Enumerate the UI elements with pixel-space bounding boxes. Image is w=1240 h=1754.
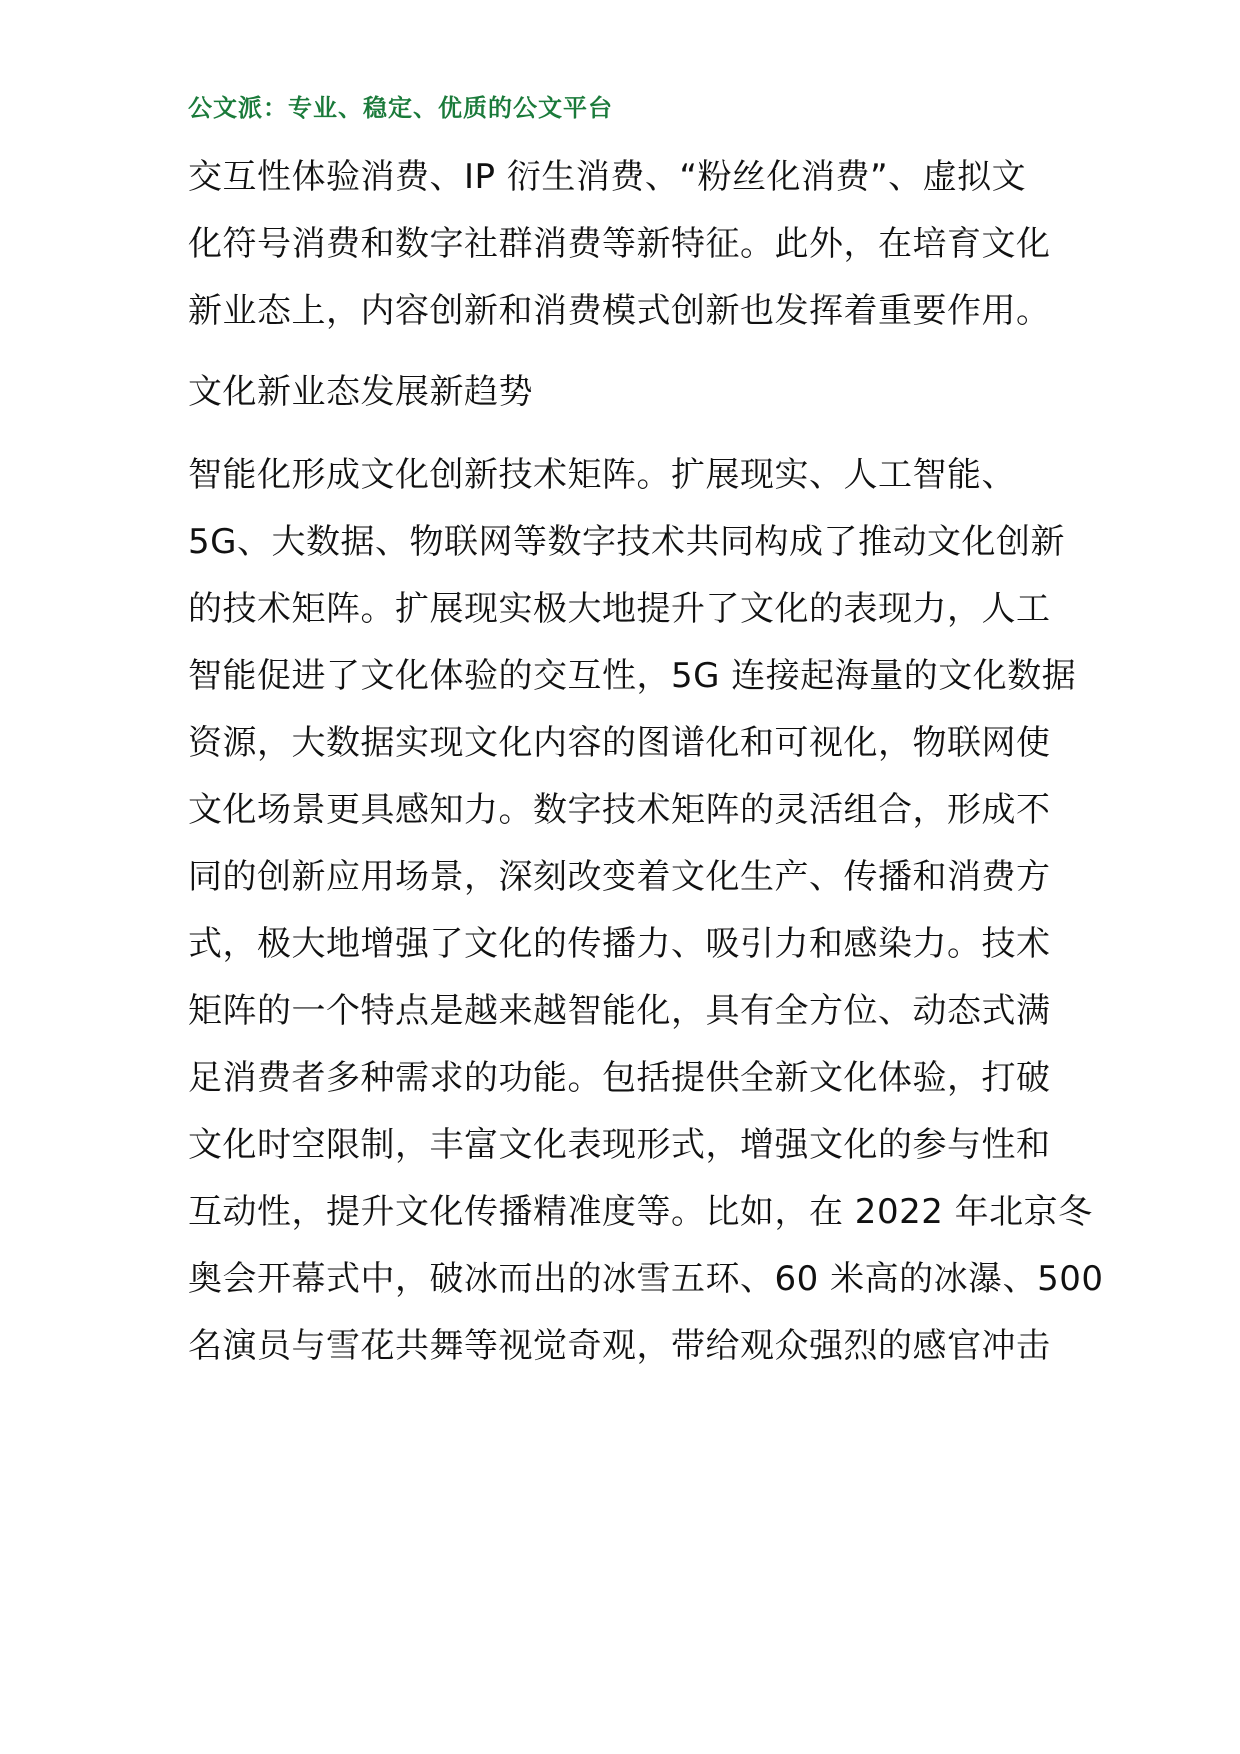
paragraph-3-line-1: 智能化形成文化创新技术矩阵。扩展现实、人工智能、 — [188, 455, 1016, 495]
paragraph-3-line-3: 的技术矩阵。扩展现实极大地提升了文化的表现力，人工 — [188, 589, 1051, 629]
paragraph-1-line-1: 交互性体验消费、IP 衍生消费、“粉丝化消费”、虚拟文 — [188, 157, 1027, 197]
paragraph-3-line-12: 互动性，提升文化传播精准度等。比如，在 2022 年北京冬 — [188, 1192, 1093, 1232]
paragraph-1-line-3: 新业态上，内容创新和消费模式创新也发挥着重要作用。 — [188, 291, 1051, 331]
paragraph-3-line-8: 式，极大地增强了文化的传播力、吸引力和感染力。技术 — [188, 924, 1051, 964]
paragraph-1-line-2: 化符号消费和数字社群消费等新特征。此外，在培育文化 — [188, 224, 1051, 264]
paragraph-3-line-6: 文化场景更具感知力。数字技术矩阵的灵活组合，形成不 — [188, 790, 1051, 830]
paragraph-3-line-4: 智能促进了文化体验的交互性，5G 连接起海量的文化数据 — [188, 656, 1077, 696]
paragraph-3-line-7: 同的创新应用场景，深刻改变着文化生产、传播和消费方 — [188, 857, 1051, 897]
paragraph-3-line-13: 奥会开幕式中，破冰而出的冰雪五环、60 米高的冰瀑、500 — [188, 1259, 1104, 1299]
paragraph-3-line-5: 资源，大数据实现文化内容的图谱化和可视化，物联网使 — [188, 723, 1051, 763]
paragraph-3-line-9: 矩阵的一个特点是越来越智能化，具有全方位、动态式满 — [188, 991, 1051, 1031]
section-heading: 文化新业态发展新趋势 — [188, 372, 533, 412]
paragraph-3-line-10: 足消费者多种需求的功能。包括提供全新文化体验，打破 — [188, 1058, 1051, 1098]
paragraph-3-line-14: 名演员与雪花共舞等视觉奇观，带给观众强烈的感官冲击 — [188, 1326, 1051, 1366]
paragraph-3-line-11: 文化时空限制，丰富文化表现形式，增强文化的参与性和 — [188, 1125, 1051, 1165]
paragraph-3-line-2: 5G、大数据、物联网等数字技术共同构成了推动文化创新 — [188, 522, 1065, 562]
page-header: 公文派：专业、稳定、优质的公文平台 — [188, 94, 613, 122]
